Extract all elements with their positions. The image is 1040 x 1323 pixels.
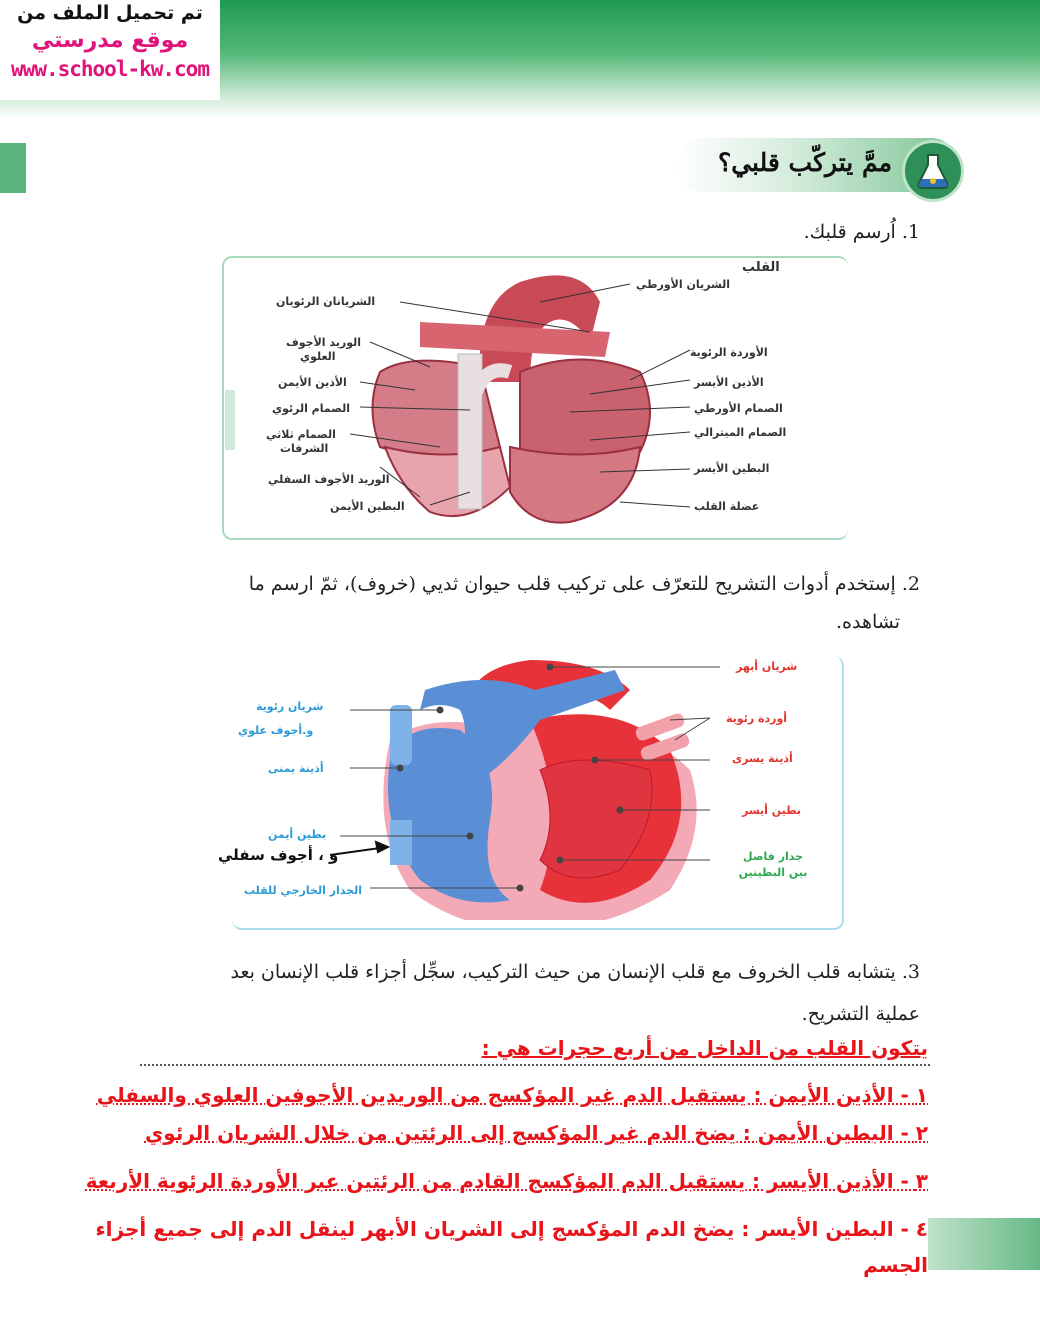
d2-label-outer-wall: الجدار الخارجي للقلب [244,884,362,897]
right-page-tab [928,1218,1040,1270]
flask-icon [902,140,964,202]
diagram1-caption: القلب [742,260,780,275]
d1-label-aorta: الشريان الأورطي [636,278,731,291]
d2-label-left-atrium: أذينة يسرى [732,752,793,765]
d1-label-tricuspid: الصمام ثلاثي [266,428,336,441]
d2-label-pulmonary-veins: أوردة رئوية [726,712,788,725]
d1-label-cusps: الشرفات [280,442,329,455]
d1-label-aortic-valve: الصمام الأورطي [694,402,783,415]
d1-label-left-atrium: الأذين الأيسر [694,376,764,389]
d1-label-right-atrium: الأذين الأيمن [278,376,347,389]
d1-label-pulmonary-veins: الأوردة الرئوية [690,346,768,359]
section-title: ممَّ يتركّب قلبي؟ [717,148,892,177]
answer-item-1: ١ - الأذين الأيمن : يستقبل الدم غير المؤكسج من الوريدين الأجوفين العلوي والسفلي [96,1083,928,1107]
question-3-line1: 3. يتشابه قلب الخروف مع قلب الإنسان من حيث التركيب، سجِّل أجزاء قلب الإنسان بعد [230,961,920,983]
answer-intro: يتكون القلب من الداخل من أربع حجرات هي : [481,1036,928,1060]
d2-label-left-ventricle: بطين أيسر [742,804,802,817]
question-1: 1. اُرسم قلبك. [803,221,920,243]
answer-item-2: ٢ - البطين الأيمن : يضخ الدم غير المؤكسج إلى الرئتين من خلال الشريان الرئوي [144,1121,928,1145]
d2-label-septum: جدار فاصل [743,850,803,863]
d1-label-vena-cava: الوريد الأجوف [286,336,362,349]
d1-label-inferior-vena-cava: الوريد الأجوف السفلي [268,473,390,486]
question-2-line1: 2. إستخدم أدوات التشريح للتعرّف على تركيب قلب حيوان ثديي (خروف)، ثمّ ارسم ما [248,573,920,595]
d2-label-between-ventricles: بين البطينين [738,866,808,879]
answer-item-3: ٣ - الأذين الأيسر : يستقبل الدم المؤكسج القادم من الرئتين عبر الأوردة الرئوية الأربعة [85,1169,928,1193]
d2-label-superior-vena-cava: و.أجوف علوي [238,724,314,737]
question-2-line2: تشاهده. [835,611,900,633]
d1-label-right-ventricle: البطين الأيمن [330,500,405,513]
d2-label-inferior-vena-cava: و ، أجوف سفلي [218,846,339,864]
heart-diagram-2 [240,650,840,920]
watermark-url[interactable]: www.school-kw.com [11,57,209,81]
d1-label-heart-muscle: عضلة القلب [694,500,760,513]
d1-label-left-ventricle: البطين الأيسر [694,462,770,475]
d1-label-pulmonary-valve: الصمام الرئوي [272,402,350,415]
answer-item-4: ٤ - البطين الأيسر : يضخ الدم المؤكسج إلى الشريان الأبهر لينقل الدم إلى جميع أجزاء [95,1217,928,1241]
watermark [0,0,220,100]
d2-label-aorta: شريان أبهر [736,660,798,673]
answer-item-4-cont: الجسم [863,1253,928,1277]
d1-label-mitral-valve: الصمام الميترالي [694,426,787,439]
d1-label-superior: العلوي [300,350,336,363]
watermark-line2: موقع مدرستي [31,28,189,53]
d1-label-pulmonary-arteries: الشريانان الرئويان [276,295,376,308]
watermark-line1: تم تحميل الملف من [17,2,203,24]
d2-label-pulmonary-artery: شريان رئوية [256,700,324,713]
question-3-line2: عملية التشريح. [801,1003,920,1025]
left-page-tab [0,143,26,193]
d2-label-right-ventricle: بطين أيمن [268,828,327,841]
d2-label-right-atrium: أذينة يمنى [268,762,324,775]
